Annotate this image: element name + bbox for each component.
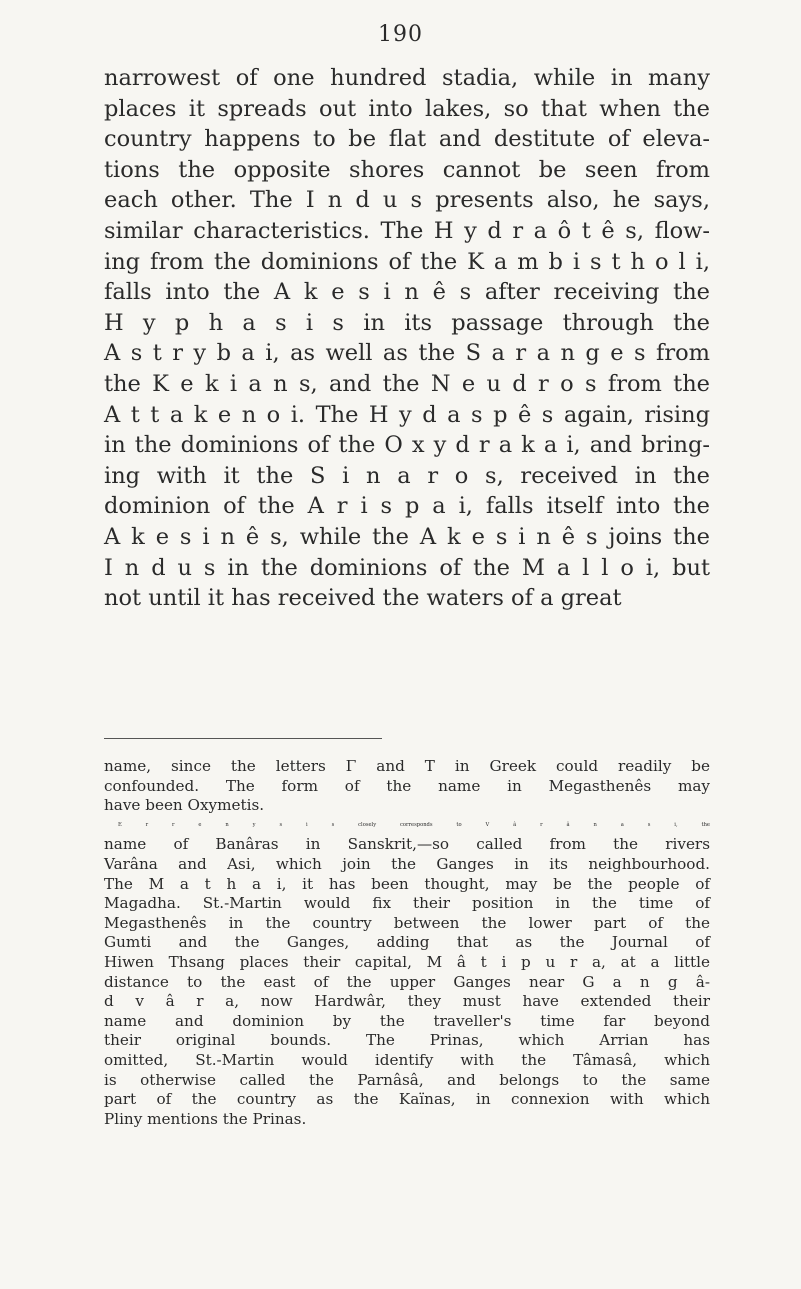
text-line: not until it has received the waters of a great bbox=[104, 585, 622, 612]
text-line: each other. The I n d u s presents also, he says, bbox=[104, 187, 710, 214]
text-line: narrowest of one hundred stadia, while in many bbox=[104, 65, 710, 91]
footnote-line: Gumti and the Ganges, adding that as the Journal of bbox=[104, 933, 710, 952]
text-line: the K e k i a n s, and the N e u d r o s from the bbox=[104, 370, 710, 397]
text-line: places it spreads out into lakes, so that when the bbox=[104, 95, 710, 122]
text-line: falls into the A k e s i n ê s after receiving the bbox=[104, 279, 710, 306]
text-line: ing from the dominions of the K a m b i s t h o l i, bbox=[104, 248, 710, 275]
footnote-line: Hiwen Thsang places their capital, M â t i p u r a, at a little bbox=[104, 952, 710, 971]
footnote-paragraph bbox=[104, 757, 710, 816]
main-text bbox=[104, 63, 710, 614]
footnote-line: distance to the east of the upper Ganges near G a n g â- bbox=[104, 972, 710, 991]
text-line: H y p h a s i s in its passage through the bbox=[104, 309, 710, 336]
footnote-line: Pliny mentions the Prinas. bbox=[104, 1109, 307, 1128]
footnote-line: confounded. The form of the name in Megasthenês may bbox=[104, 776, 710, 795]
footnote-line: Varâna and Asi, which join the Ganges in its neighbourhood. bbox=[104, 854, 710, 873]
footnote-line: have been Oxymetis. bbox=[104, 796, 265, 815]
text-line: tions the opposite shores cannot be seen from bbox=[104, 156, 710, 183]
page-number: 190 bbox=[378, 22, 423, 47]
footnote bbox=[104, 757, 710, 1129]
footnote-line: is otherwise called the Parnâsâ, and belongs to the same bbox=[104, 1070, 710, 1089]
footnote-paragraph bbox=[104, 816, 710, 1130]
text-line: country happens to be flat and destitute of eleva- bbox=[104, 126, 710, 153]
footnote-line: d v â r a, now Hardwâr, they must have extended their bbox=[104, 992, 710, 1011]
footnote-line: their original bounds. The Prinas, which Arrian has bbox=[104, 1031, 710, 1050]
footnote-line: name of Banâras in Sanskrit,—so called from the rivers bbox=[104, 835, 710, 854]
footnote-divider bbox=[104, 738, 382, 739]
text-line: dominion of the A r i s p a i, falls itself into the bbox=[104, 493, 710, 520]
text-line: in the dominions of the O x y d r a k a i, and bring- bbox=[104, 432, 710, 459]
footnote-line: name and dominion by the traveller's time far beyond bbox=[104, 1011, 710, 1030]
footnote-line: E r r e n y s i s closely corresponds to V â r â n a s i, the bbox=[118, 821, 710, 828]
text-line: I n d u s in the dominions of the M a l l o i, but bbox=[104, 554, 710, 581]
footnote-line: The M a t h a i, it has been thought, may be the people of bbox=[104, 874, 710, 893]
text-line: A s t r y b a i, as well as the S a r a n g e s from bbox=[104, 340, 710, 367]
footnote-line: omitted, St.-Martin would identify with the Tâmasâ, which bbox=[104, 1050, 710, 1069]
text-line: similar characteristics. The H y d r a ô t ê s, flow- bbox=[104, 217, 710, 244]
footnote-line: Megasthenês in the country between the lower part of the bbox=[104, 913, 710, 932]
text-line: A t t a k e n o i. The H y d a s p ê s again, rising bbox=[104, 401, 710, 428]
text-line: A k e s i n ê s, while the A k e s i n ê s joins the bbox=[104, 523, 710, 550]
footnote-line: Magadha. St.-Martin would fix their position in the time of bbox=[104, 894, 710, 913]
footnote-line: part of the country as the Kaïnas, in connexion with which bbox=[104, 1090, 710, 1109]
footnote-line: name, since the letters Γ and T in Greek could readily be bbox=[104, 757, 710, 775]
text-line: ing with it the S i n a r o s, received in the bbox=[104, 462, 710, 489]
